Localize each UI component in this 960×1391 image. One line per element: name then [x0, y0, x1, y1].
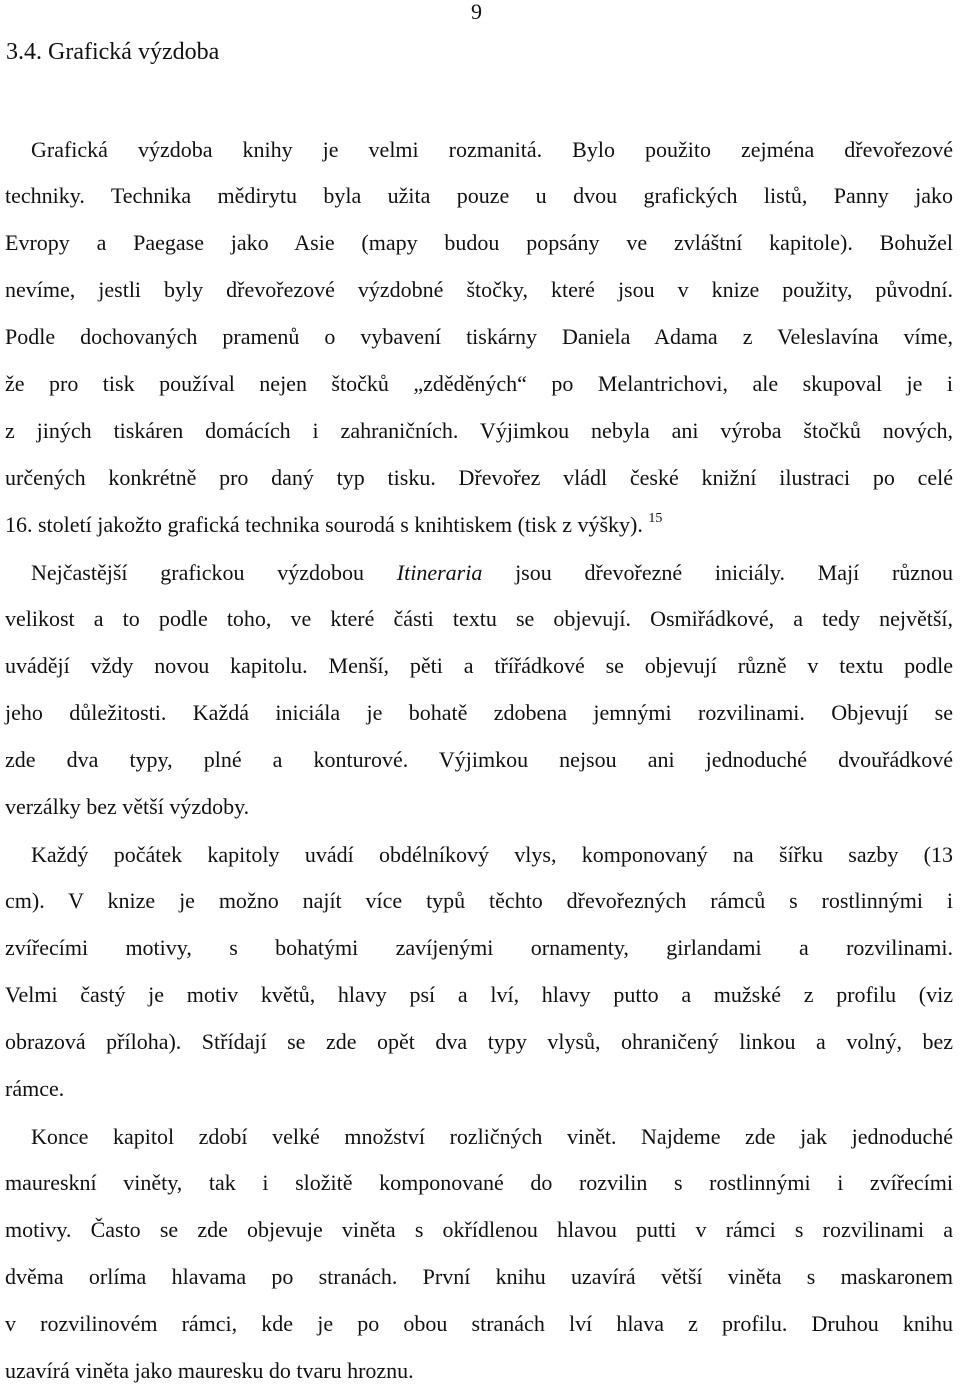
text-line: cm). V knize je možno najít více typů těchto dřevořezných rámců s rostlinnými i	[5, 888, 953, 913]
text-line: Každý počátek kapitoly uvádí obdélníkový vlys, komponovaný na šířku sazby (13	[31, 842, 953, 867]
text-line: uvádějí vždy novou kapitolu. Menší, pěti a třířádkové se objevují různě v textu podle	[5, 653, 953, 678]
text-line: uzavírá viněta jako mauresku do tvaru hroznu.	[5, 1358, 414, 1383]
text-line	[5, 512, 953, 538]
text-line: maureskní viněty, tak i složitě komponované do rozvilin s rostlinnými i zvířecími	[5, 1170, 953, 1195]
text-line: motivy. Často se zde objevuje viněta s okřídlenou hlavou putti v rámci s rozvilinami a	[5, 1217, 953, 1242]
text-line: verzálky bez větší výzdoby.	[5, 794, 250, 819]
footnote-ref: 15	[648, 511, 663, 526]
text-line	[31, 560, 953, 586]
text-line: nevíme, jestli byly dřevořezové výzdobné štočky, které jsou v knize použity, původní.	[5, 277, 953, 302]
text-line: z jiných tiskáren domácích i zahraničních. Výjimkou nebyla ani výroba štočků nových,	[5, 418, 953, 443]
text-line: zde dva typy, plné a konturové. Výjimkou nejsou ani jednoduché dvouřádkové	[5, 747, 953, 772]
text-line: Evropy a Paegase jako Asie (mapy budou popsány ve zvláštní kapitole). Bohužel	[5, 230, 953, 255]
text-line: jeho důležitosti. Každá iniciála je bohatě zdobena jemnými rozvilinami. Objevují se	[5, 700, 953, 725]
text-line: v rozvilinovém rámci, kde je po obou stranách lví hlava z profilu. Druhou knihu	[5, 1311, 953, 1336]
section-heading: 3.4. Grafická výzdoba	[6, 39, 220, 65]
text-line: dvěma orlíma hlavama po stranách. První knihu uzavírá větší viněta s maskaronem	[5, 1264, 953, 1289]
text-line: techniky. Technika mědirytu byla užita pouze u dvou grafických listů, Panny jako	[5, 183, 953, 208]
page-number: 9	[471, 0, 482, 24]
text-line: zvířecími motivy, s bohatými zavíjenými ornamenty, girlandami a rozvilinami.	[5, 935, 953, 960]
text-line: Podle dochovaných pramenů o vybavení tiskárny Daniela Adama z Veleslavína víme,	[5, 324, 953, 349]
text-line: rámce.	[5, 1076, 65, 1101]
text-line: velikost a to podle toho, ve které části textu se objevují. Osmiřádkové, a tedy největší,	[5, 606, 953, 631]
text-line: určených konkrétně pro daný typ tisku. Dřevořez vládl české knižní ilustraci po celé	[5, 465, 953, 490]
text-line: Konce kapitol zdobí velké množství rozličných vinět. Najdeme zde jak jednoduché	[31, 1124, 953, 1149]
text-span: 16. století jakožto grafická technika sourodá s knihtiskem (tisk z výšky).	[5, 512, 643, 537]
text-span: Nejčastější grafickou výzdobou	[31, 560, 365, 585]
text-line: Grafická výzdoba knihy je velmi rozmanitá. Bylo použito zejména dřevořezové	[31, 137, 953, 162]
text-line: Velmi častý je motiv květů, hlavy psí a lví, hlavy putto a mužské z profilu (viz	[5, 982, 953, 1007]
text-span: jsou dřevořezné iniciály. Mají různou	[515, 560, 954, 585]
text-line: obrazová příloha). Střídají se zde opět dva typy vlysů, ohraničený linkou a volný, bez	[5, 1029, 953, 1054]
italic-title: Itineraria	[396, 560, 483, 585]
text-line: že pro tisk používal nejen štočků „zděděných“ po Melantrichovi, ale skupoval je i	[5, 371, 953, 396]
